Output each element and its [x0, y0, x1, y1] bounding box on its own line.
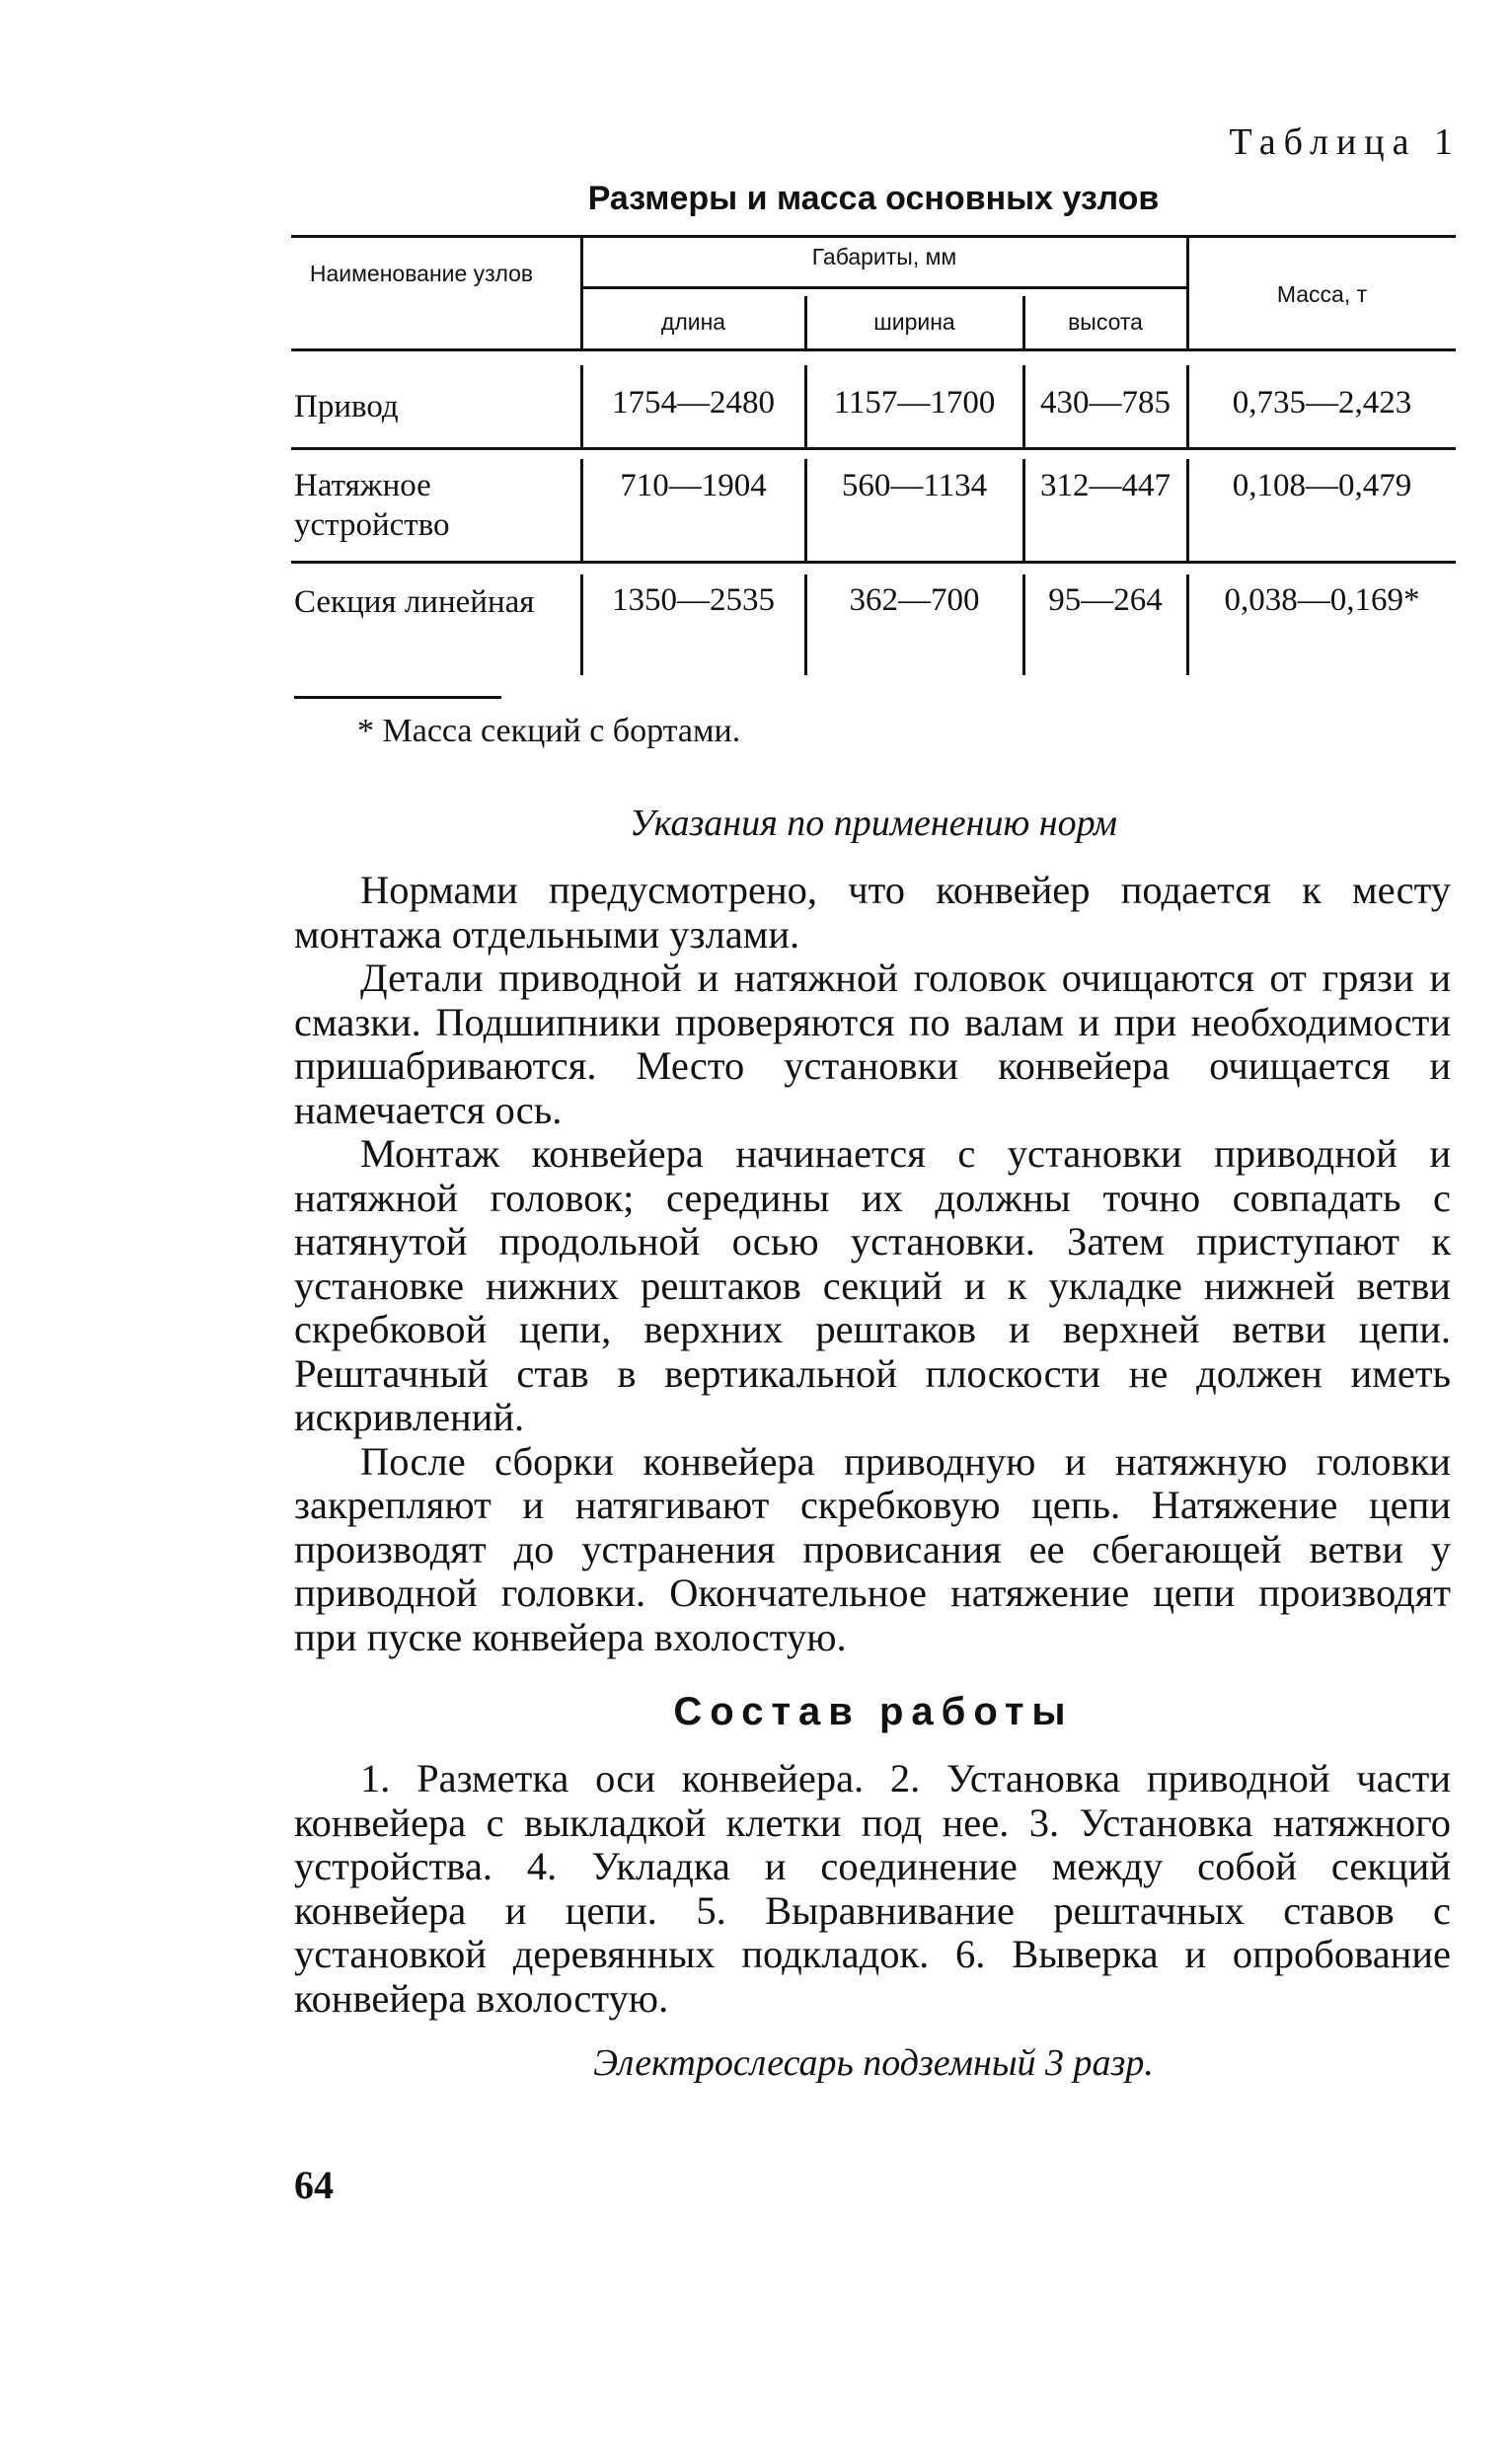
- cell-width: 1157—1700: [833, 385, 996, 421]
- table: [0, 0, 1512, 691]
- paragraph: После сборки конвейера приводную и натяжную головки закрепляют и натягивают скребковую цепь. Натяжение цепи производят до устранения провисания ее сбегающей ветви у приводной головки. Окончательное натяжение цепи производят при пуске конвейера вхолостую.: [294, 1438, 1451, 1659]
- worker-qualification: Электрослесарь подземный 3 разр.: [593, 2042, 1154, 2084]
- header-bottom-rule: [291, 348, 1456, 351]
- row-divider: [291, 561, 1456, 564]
- cell-height: 430—785: [1040, 385, 1171, 421]
- table-footnote: * Масса секций с бортами.: [357, 713, 741, 749]
- header-width: ширина: [873, 309, 955, 335]
- row-divider: [291, 447, 1456, 450]
- cell-mass: 0,735—2,423: [1232, 385, 1412, 421]
- instructions-heading: Указания по применению норм: [630, 803, 1117, 844]
- cell-mass: 0,108—0,479: [1232, 468, 1412, 503]
- cell-length: 1754—2480: [612, 385, 775, 421]
- table-title: Размеры и масса основных узлов: [587, 180, 1160, 217]
- page-number: 64: [294, 2163, 334, 2207]
- paragraph: Детали приводной и натяжной головок очищаются от грязи и смазки. Подшипники проверяются по валам и при необходимости пришабриваются. Место установки конвейера очищается и намечается ось.: [294, 956, 1451, 1132]
- cell-name: Секция линейная: [294, 584, 535, 620]
- work-composition-body: [294, 1757, 1451, 2021]
- paragraph: 1. Разметка оси конвейера. 2. Установка приводной части конвейера с выкладкой клетки под нее. 3. Установка натяжного устройства. 4. Укладка и соединение между собой секций конвейера и цепи. 5. Выравнивание рештачных ставов с установкой деревянных подкладок. 6. Выверка и опробование конвейера вхолостую.: [294, 1756, 1451, 2021]
- cell-width: 362—700: [849, 582, 980, 618]
- cell-length: 1350—2535: [612, 582, 775, 618]
- cell-height: 95—264: [1048, 582, 1163, 618]
- table-label: Таблица 1: [1229, 121, 1461, 163]
- cell-width: 560—1134: [841, 468, 988, 503]
- paragraph: Нормами предусмотрено, что конвейер подается к месту монтажа отдельными узлами.: [294, 868, 1451, 957]
- cell-name: Привод: [294, 389, 399, 424]
- header-height: высота: [1068, 309, 1143, 335]
- cell-height: 312—447: [1040, 468, 1171, 503]
- cell-name: Натяжное устройство: [294, 468, 450, 543]
- header-length: длина: [660, 309, 726, 335]
- work-composition-heading: Состав работы: [673, 1690, 1074, 1733]
- cell-mass: 0,038—0,169*: [1224, 582, 1420, 618]
- footnote-rule: [294, 696, 501, 699]
- header-dimensions: Габариты, мм: [811, 244, 957, 269]
- cell-length: 710—1904: [620, 468, 767, 503]
- dimensions-subheader-rule: [582, 286, 1186, 289]
- instructions-body: [294, 869, 1451, 1659]
- header-mass: Масса, т: [1276, 281, 1368, 307]
- paragraph: Монтаж конвейера начинается с установки приводной и натяжной головок; середины их должны точно совпадать с натянутой продольной осью установки. Затем приступают к установке нижних рештаков секций и к укладке нижней ветви скребковой цепи, верхних рештаков и верхней ветви цепи. Рештачный став в вертикальной плоскости не должен иметь искривлений.: [294, 1131, 1451, 1439]
- header-name: Наименование узлов: [309, 261, 534, 286]
- table-top-rule: [291, 235, 1456, 238]
